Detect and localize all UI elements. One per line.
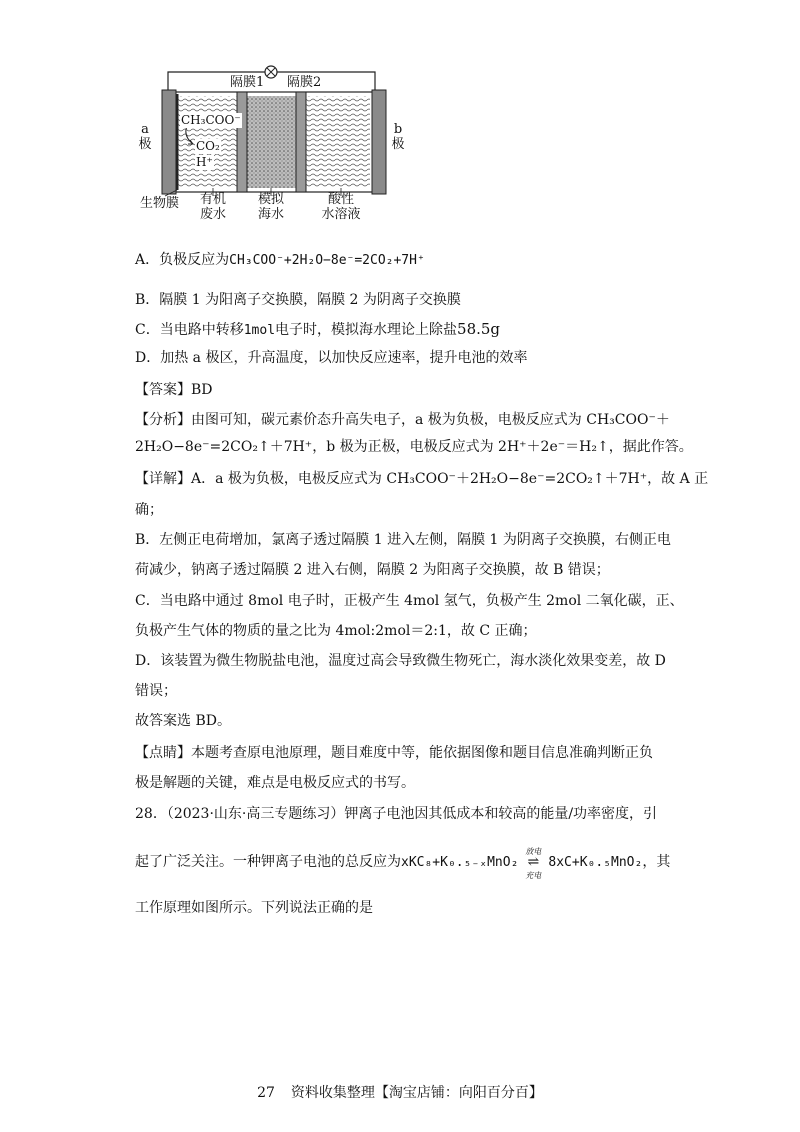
comment-line-2: 极是解题的关键，难点是电极反应式的书写。 (135, 775, 415, 791)
membrane2-label: 隔膜2 (287, 75, 322, 90)
electrode-b (372, 90, 386, 194)
q28-reactants: xKC₈+K₀.₅₋ₓMnO₂ (401, 855, 519, 870)
detail-line-3: B．左侧正电荷增加，氯离子透过隔膜 1 进入左侧，隔膜 1 为阴离子交换膜，右侧正电 (135, 532, 671, 548)
membrane1-label: 隔膜1 (230, 75, 265, 90)
electrode-a-label: a 极 (138, 122, 152, 152)
detail-line-7: D．该装置为微生物脱盐电池，温度过高会导致微生物死亡，海水淡化效果变差，故 D (135, 653, 666, 669)
analysis-line-1: 【分析】由图可知，碳元素价态升高失电子，a 极为负极，电极反应式为 CH₃COO⁻＋ (135, 412, 670, 428)
seawater-label: 模拟 海水 (257, 192, 284, 222)
membrane-2 (296, 92, 306, 192)
comment-line-1: 【点睛】本题考查原电池原理，题目难度中等，能依据图像和题目信息准确判断正负 (135, 745, 653, 761)
detail-line-5: C．当电路中通过 8mol 电子时，正极产生 4mol 氢气，负极产生 2mol 二氧化碳，正、 (135, 593, 684, 609)
detail-line-8: 错误； (135, 683, 177, 699)
acid-solution-label: 酸性 水溶液 (321, 192, 361, 222)
electrode-a (162, 90, 176, 194)
detail-line-2: 确； (135, 502, 163, 518)
option-b: B．隔膜 1 为阳离子交换膜，隔膜 2 为阴离子交换膜 (135, 292, 461, 308)
acetate-label: CH₃COO⁻ (181, 113, 241, 127)
option-a-equation: CH₃COO⁻+2H₂O−8e⁻=2CO₂+7H⁺ (229, 253, 425, 268)
detail-line-4: 荷减少，钠离子透过隔膜 2 进入右侧，隔膜 2 为阳离子交换膜，故 B 错误； (135, 562, 610, 578)
seawater-chamber (247, 96, 296, 188)
page-number: 27 (257, 1085, 275, 1101)
footer-text: 资料收集整理【淘宝店铺：向阳百分百】 (290, 1085, 543, 1101)
co2-label: CO₂ (196, 139, 220, 153)
q28-line-2: 起了广泛关注。一种钾离子电池的总反应为xKC₈+K₀.₅₋ₓMnO₂ 放电 ⇌ 充电 8xC+K₀.₅MnO₂，其 (135, 847, 671, 880)
option-a: A．负极反应为CH₃COO⁻+2H₂O−8e⁻=2CO₂+7H⁺ (135, 252, 425, 268)
page-footer (0, 1082, 800, 1102)
lamp-icon (265, 66, 277, 78)
acid-chamber (305, 96, 370, 188)
q28-line-3: 工作原理如图所示。下列说法正确的是 (135, 900, 373, 916)
option-d: D．加热 a 极区，升高温度，以加快反应速率，提升电池的效率 (135, 350, 528, 366)
detail-line-6: 负极产生气体的物质的量之比为 4mol:2mol＝2:1，故 C 正确； (135, 623, 537, 639)
detail-line-9: 故答案选 BD。 (135, 713, 231, 729)
answer-line: 【答案】BD (135, 382, 213, 398)
organic-waste-label: 有机 废水 (199, 192, 226, 222)
membrane-1 (237, 92, 247, 192)
option-c: C．当电路中转移1mol电子时，模拟海水理论上除盐58.5g (135, 320, 501, 338)
electrode-b-label: b 极 (391, 122, 405, 152)
detail-line-1: 【详解】A．a 极为负极，电极反应式为 CH₃COO⁻＋2H₂O−8e⁻=2CO₂↑＋7H⁺，故 A 正 (135, 471, 709, 487)
analysis-line-2: 2H₂O−8e⁻=2CO₂↑＋7H⁺，b 极为正极，电极反应式为 2H⁺＋2e⁻＝H₂↑，据此作答。 (135, 439, 693, 455)
biofilm-label: 生物膜 (140, 196, 180, 211)
cell-diagram (135, 62, 425, 242)
reversible-arrow: 放电 ⇌ 充电 (525, 847, 542, 880)
q28-line-1: 28．（2023·山东·高三专题练习）钾离子电池因其低成本和较高的能量/功率密度，引 (135, 806, 658, 822)
proton-label: H⁺ (196, 155, 213, 169)
q28-products: 8xC+K₀.₅MnO₂ (548, 855, 643, 870)
